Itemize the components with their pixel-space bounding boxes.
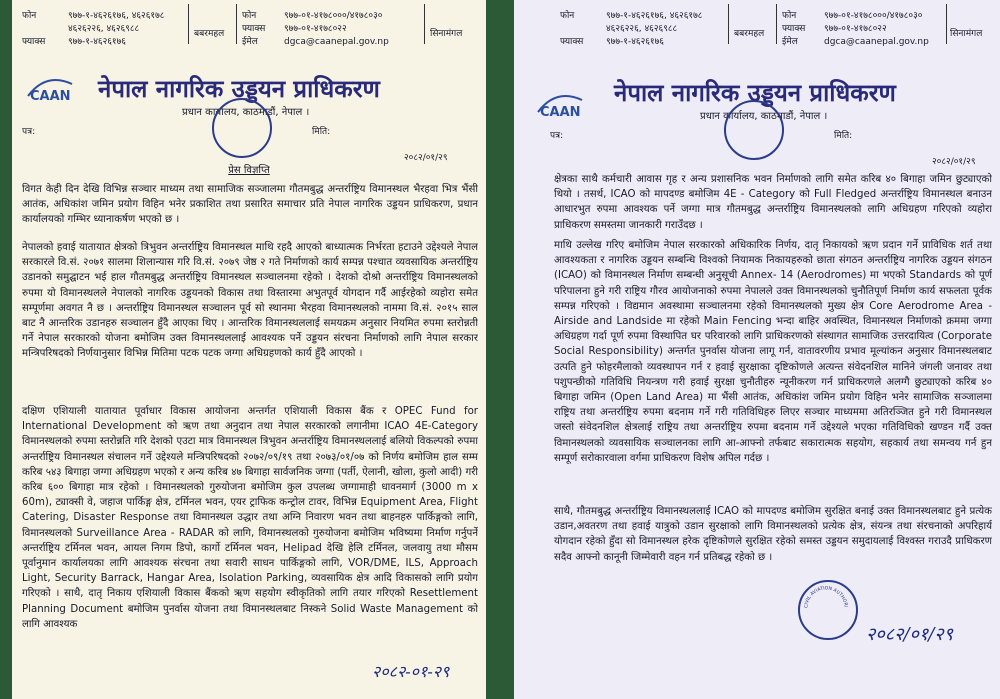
fax2-value: ९७७-०१-४१७८०२२ [284,24,347,34]
phone2-value: ९७७-०१-४१७८०००/४१७८०३० [824,11,923,21]
email-label: ईमेल [242,37,258,47]
svg-text:CIVIL AVIATION AUTHORITY OF NE: CIVIL AVIATION AUTHORI [804,586,848,609]
fax-label: फ्याक्स [22,37,46,47]
org-subtitle: प्रधान कार्यालय, काठमाडौं, नेपाल । [182,107,310,118]
sinamangal-label: सिनामंगल [950,29,983,39]
divider [424,4,425,44]
phone2-value: ९७७-०१-४१७८०००/४१७८०३० [284,11,383,21]
date-label: मिति: [312,127,331,137]
phone-value-2: ४६२६२२६, ४६२६९८८ [68,24,140,34]
org-title: नेपाल नागरिक उड्डयन प्राधिकरण [614,79,896,107]
left-page [12,0,486,699]
svg-text:CAAN: CAAN [30,89,71,104]
letterhead-contact [12,0,486,48]
divider [188,4,189,44]
phone2-label: फोन [242,11,257,21]
paragraph-2: नेपालको हवाई यातायात क्षेत्रको त्रिभुवन अन्तर्राष्ट्रिय विमानस्थल माथि रहदै आएको बाध्यात्मक निर्भरता हटाउने उद्देश्यले नेपाल सरकारले वि.सं. २०७१ सालमा शिलान्यास गरि वि.सं. २०७९ जेष्ठ २ गते निर्माणको कार्य सम्पन्न पश्चात व्यवसायिक अन्तर्राष्ट्रिय उडानको समुद्घाटन भई हाल गौतमबुद्ध अन्तर्राष्ट्रिय विमानस्थल सञ्चालनमा रहेको । देशको दोश्रो अन्तर्राष्ट्रिय विमानस्थलको रुपमा यो विमानस्थलले नेपालको नागरिक उड्डयनको विकास तथा विस्तारमा अभुतपूर्व योगदान गर्दै आईरहेको व्यहोरा समेत सम्पूर्णमा अवगत नै छ । अन्तर्राष्ट्रिय विमानस्थल सञ्चालन पूर्व सो स्थानमा भैरहवा विमानस्थलको नाममा वि.सं. २०१५ साल बाट नै आन्तरिक उडानहरु सञ्चालन हुँदै आएका थिए । आन्तरिक विमानस्थललाई समयक्रम अनुसार नियमित रुपमा स्तरोन्नती गर्ने नेपाल सरकारको योजना बमोजिम उक्त विमानस्थललाई आवश्यक पर्ने उड्डयन संरचना निर्माणको लागि नेपाल सरकार मन्त्रिपरिषदको निर्णयानुसार विभिन्न मितिमा पटक पटक जग्गा अधिग्रहणको कार्य हुँदै आएको । [22,242,478,360]
caan-logo-icon [24,70,76,106]
phone-label: फोन [22,11,37,21]
fax-label: फ्याक्स [560,37,584,47]
ref-label: पत्र: [550,131,564,141]
caan-logo-icon [534,86,586,122]
fax-value: ९७७-१-४६२६१७६ [606,37,664,47]
email-label: ईमेल [782,37,798,47]
sinamangal-label: सिनामंगल [430,29,463,39]
fax2-value: ९७७-०१-४१७८०२२ [824,24,887,34]
divider [728,4,729,44]
divider [776,4,777,44]
divider [236,4,237,44]
official-seal-icon [724,100,784,160]
phone-value-1: ९७७-१-४६२६१७६, ४६२६१७८ [606,11,703,21]
paragraph-1: विगत केही दिन देखि विभिन्न सञ्चार माध्यम तथा सामाजिक सञ्जालमा गौतमबुद्ध अन्तर्राष्ट्रिय विमानस्थल भैरहवा भित्र भैंसी आतंक, अधिकांश जमिन प्रयोग विहिन भनेर प्रकाशित तथा प्रसारित समाचार प्रति नेपाल नागरिक उड्डयन प्राधिकरण, प्रधान कार्यालयको गम्भिर ध्यानाकर्षण भएको छ । [22,184,478,226]
paragraph-3: दक्षिण एशियाली यातायात पूर्वाधार विकास आयोजना अन्तर्गत एशियाली विकास बैंक र OPEC Fund for International Development को ऋण तथा अनुदान तथा नेपाल सरकारको लगानीमा ICAO 4E-Category विमानस्थलको रुपमा स्तरोन्नति गरि देशको एउटा मात्र विमानस्थल त्रिभुवन अन्तर्राष्ट्रिय विमानस्थललाई बलियो विकल्पको रुपमा अन्तर्राष्ट्रिय विमानस्थल संचालन गर्ने उद्देश्यले मन्त्रिपरिषदको २०७२/०९/१९ तथा २०७३/०१/०७ को निर्णय बमोजिम हाल सम्म करिब ५४३ बिगाहा जग्गा अधिग्रहण भएको र अन्य करिब ४७ बिगाहा सार्वजनिक जग्गा (पर्ती, ऐलानी, खोला, कुलो आदी) गरी करिब ६०० बिगाहा मात्र रहेको । विमानस्थलको गुरुयोजना बमोजिम कुल उपलब्ध जग्गामाही धावनमार्ग (3000 m x 60m), ट्याक्सी वे, जहाज पार्किङ्ग क्षेत्र, टर्मिनल भवन, एयर ट्राफिक कन्ट्रोल टावर, विभिन्न Equipment Area, Flight Catering, Disaster Response तथा विमानस्थल उद्धार तथा अग्नि निवारण भवन तथा बाहनहरु पार्किङ्गको लागि, विमानस्थलको Surveillance Area - RADAR को लागि, विमानस्थलको गुरुयोजना बमोजिम भविष्यमा निर्माण गर्नुपर्ने अन्तर्राष्ट्रिय टर्मिनल भवन, आयल निगम डिपो, कार्गो टर्मिनल भवन, Helipad देखि हेलि टर्मिनल, जलवायु तथा मौसम पूर्वानुमान कार्यालयका लागि आवश्यक संरचना तथा सवारी साधन पार्किङ्गको लागि, VOR/DME, ILS, Approach Light, Security Barrack, Hangar Area, Isolation Parking, व्यवसायिक क्षेत्र आदि विकासको लागि प्रयोग गरिएको । साथै, दातृ निकाय एशियाली विकास बैंकको ऋण सहयोग स्वीकृतिको लागि तयार गरिएको Resettlement Planning Document बमोजिम पुनर्वास योजना तथा विमानस्थलबाट निस्कने Solid Waste Management को लागि आवश्यक [22,406,478,630]
email-value: dgca@caanepal.gov.np [824,37,929,47]
date-label: मिति: [834,131,853,141]
right-page [514,0,1000,699]
fax2-label: फ्याक्स [782,24,806,34]
svg-text:CAAN: CAAN [540,105,581,120]
paragraph-3: साथै, गौतमबुद्ध अन्तर्राष्ट्रिय विमानस्थललाई ICAO को मापदण्ड बमोजिम सुरक्षित बनाई उक्त विमानस्थलबाट हुने प्रत्येक उडान,अवतरण तथा हवाई यात्रुको उडान सुरक्षाको लागि विमानस्थलको प्रत्येक क्षेत्र, संयन्त्र तथा संरचनाको अपरिहार्य योगदान रहेको हुँदा सो विमानस्थल हरेक दृष्टिकोणले सुरक्षित रहेको समस्त उड्डयन समुदायलाई विश्वस्त गराउदै प्राधिकरण सदैव आफ्नो कानूनी जिम्मेवारी वहन गर्न प्रतिबद्ध रहेको छ । [554,506,992,563]
date-value: २०८२/०१/२९ [932,157,976,167]
baber-mahal-label: बबरमहल [194,29,225,39]
paragraph-2: माथि उल्लेख गरिए बमोजिम नेपाल सरकारको अधिकारिक निर्णय, दातृ निकायको ऋण प्रदान गर्ने प्राविधिक शर्त तथा आवश्यकता र नागरिक उड्डयन सम्बन्धि विश्वको नियामक निकायहरुको छाता संगठन अन्तर्राष्ट्रिय नागरिक उड्डयन संगठन (ICAO) को विमानस्थल निर्माण सम्बन्धी अनुसूची Annex- 14 (Aerodromes) मा भएको Standards को पूर्ण परिपालना हुने गरी राष्ट्रिय गौरव आयोजनाको रुपमा नेपालले उक्त विमानस्थलको चुनौतिपूर्ण निर्माण कार्य सफलता पूर्वक सम्पन्न गरिएको । विद्यमान अवस्थामा सञ्चालनमा रहेको विमानस्थलको मुख्य क्षेत्र Core Aerodrome Area - Airside and Landside मा रहेको Main Fencing भन्दा बाहिर अवस्थित, विमानस्थल निर्माणको क्रममा जग्गा अधिग्रहण गर्दा पूर्ण रुपमा विस्थापित घर परिवारको लागि प्राधिकरणको संस्थागत सामाजिक उत्तरदायित्व (Corporate Social Responsibility) अन्तर्गत पुनर्वास योजना लागू गर्न, वातावरणीय प्रभाव मूल्यांकन अनुसार विमानस्थलबाट उत्पति हुने फोहरमैलाको व्यवस्थापन गर्न र हवाई सुरक्षाका दृष्टिकोणले अत्यन्त संवेदनशिल मानिने जंगली जनावर तथा पशुपन्छीको गतिविधि नियन्त्रण गरी हवाई सुरक्षा चुनौतीहरु न्यूनीकरण गर्न प्राधिकरणले अलग्गै छुट्याएको करिब ४० बिगाहा जमिन (Open Land Area) मा भैंसी आतंक, अधिकांश जमिन प्रयोग विहिन भनेर सामाजिक सञ्जालमा राष्ट्रिय तथा अन्तर्राष्ट्रिय रुपमा बदनाम गर्ने गरी गतिविधिहरु लिएर सञ्चार माध्यममा अतिरञ्जित हुने गरी विमानस्थल जस्तो संवेदनशिल क्षेत्रलाई राष्ट्रिय तथा अन्तर्राष्ट्रिय रुपमा बदनाम गर्ने उद्देश्यले भएका गतिविधिको खण्डन गर्दै उक्त विमानस्थलको व्यवसायिक सञ्चालनका लागि आ-आफ्नो तर्फबाट सकारात्मक सहयोग, सहकार्य तथा समन्वय गर्न हुन सम्पूर्ण सरोकारवाला वर्गमा प्राधिकरण विशेष अपिल गर्दछ । [554,240,992,464]
date-value: २०८२/०१/२९ [404,153,448,163]
baber-mahal-label: बबरमहल [734,29,765,39]
caan-round-seal-icon [798,580,858,640]
phone2-label: फोन [782,11,797,21]
email-value: dgca@caanepal.gov.np [284,37,389,47]
press-release-heading: प्रेस विज्ञप्ति [228,165,270,176]
signature-date: २०८२-०१-२९ [372,662,450,681]
official-seal-icon [212,98,272,158]
ref-label: पत्र: [22,127,36,137]
phone-value-2: ४६२६२२६, ४६२६९८८ [606,24,678,34]
fax-value: ९७७-१-४६२६१७६ [68,37,126,47]
fax2-label: फ्याक्स [242,24,266,34]
org-subtitle: प्रधान कार्यालय, काठमाडौं, नेपाल । [700,111,828,122]
phone-value-1: ९७७-१-४६२६१७६, ४६२६१७८ [68,11,165,21]
letterhead-contact [514,0,1000,48]
phone-label: फोन [560,11,575,21]
divider [946,4,947,44]
paragraph-1: क्षेत्रका साथै कर्मचारी आवास गृह र अन्य प्रशासनिक भवन निर्माणको लागि समेत करिब ४० बिगाहा जमिन छुट्याएको थियो । तसर्थ, ICAO को मापदण्ड बमोजिम 4E - Category को Full Fledged अन्तर्राष्ट्रिय विमानस्थल बनाउन आधारभुत रुपमा आवश्यक पर्ने जग्गा मात्र गौतमबुद्ध अन्तर्राष्ट्रिय विमानस्थलको लागि अधिग्रहण गरिएको व्यहोरा प्राधिकरण समस्तमा जानकारी गराउँदछ । [554,174,992,231]
signature-date: २०८२/०१/२९ [866,624,954,645]
org-title: नेपाल नागरिक उड्डयन प्राधिकरण [98,75,380,103]
